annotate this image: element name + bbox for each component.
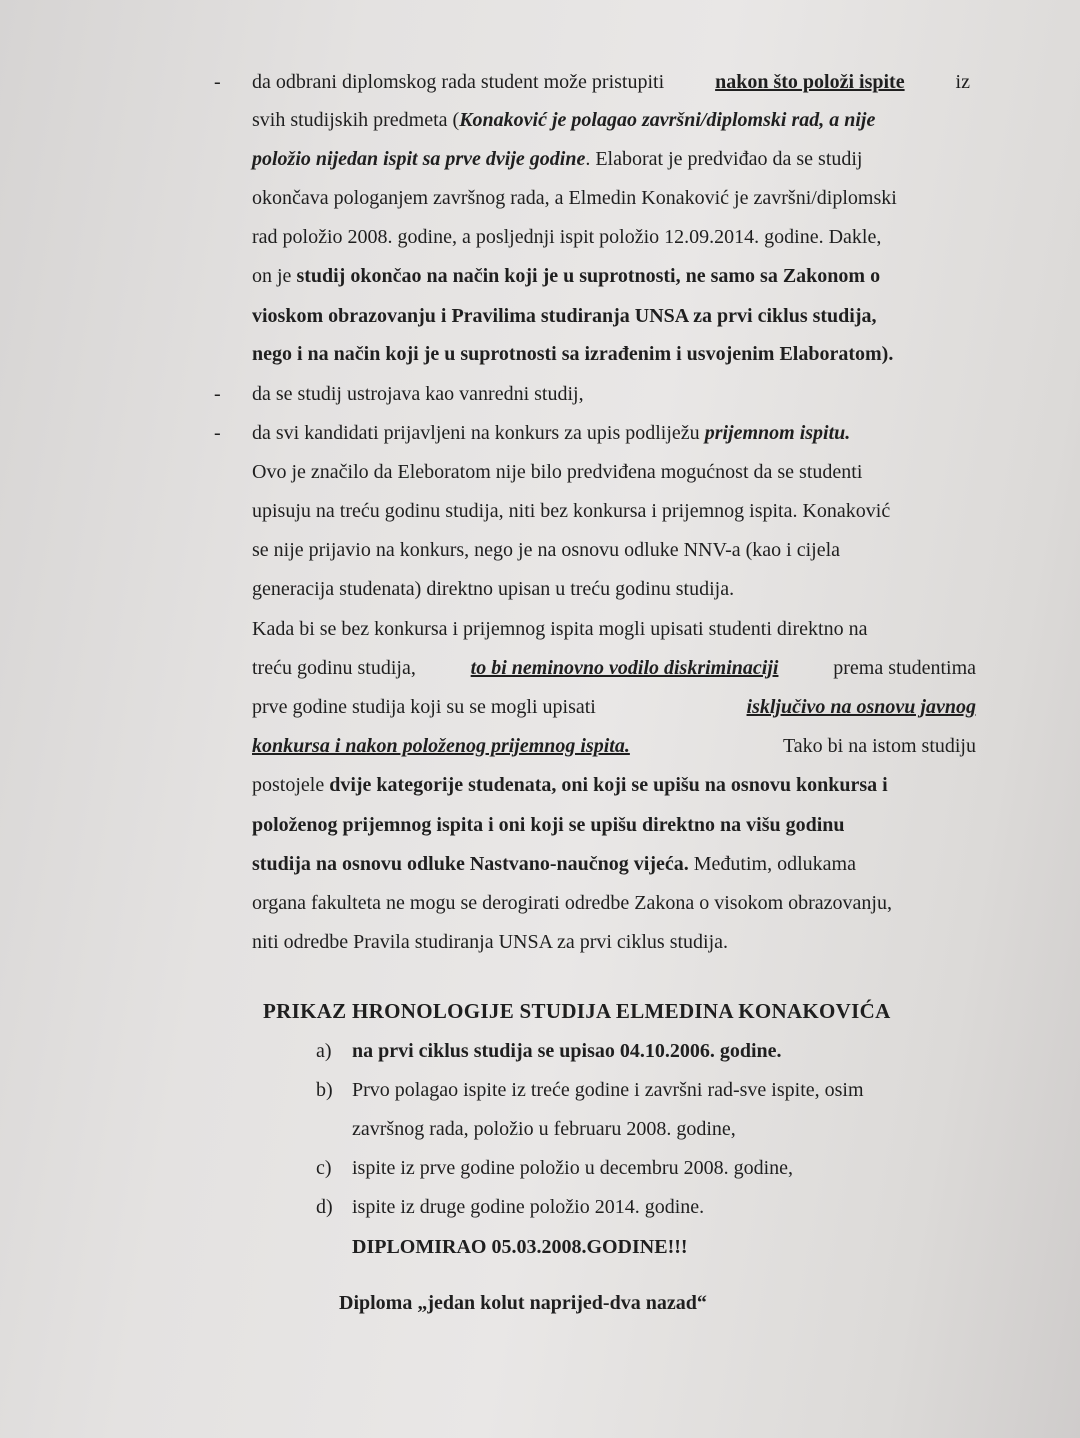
graduation-statement: DIPLOMIRAO 05.03.2008.GODINE!!! <box>352 1236 688 1258</box>
text-line: svih studijskih predmeta (Konaković je polagao završni/diplomski rad, a nije <box>252 109 876 131</box>
text-line: vioskom obrazovanju i Pravilima studiranja UNSA za prvi ciklus studija, <box>252 305 877 327</box>
text-line: položenog prijemnog ispita i oni koji se upišu direktno na višu godinu <box>252 814 845 836</box>
text-line: treću godinu studija, to bi neminovno vodilo diskriminaciji prema studentima <box>252 657 976 679</box>
text-line: da svi kandidati prijavljeni na konkurs za upis podliježu prijemnom ispitu. <box>252 422 851 444</box>
section-title: PRIKAZ HRONOLOGIJE STUDIJA ELMEDINA KONAKOVIĆA <box>263 999 891 1023</box>
list-item: ispite iz druge godine položio 2014. godine. <box>352 1196 705 1218</box>
list-marker: d) <box>316 1196 333 1218</box>
text-line: studija na osnovu odluke Nastvano-naučnog vijeća. Međutim, odlukama <box>252 853 856 875</box>
list-item: na prvi ciklus studija se upisao 04.10.2006. godine. <box>352 1040 782 1062</box>
text-line: organa fakulteta ne mogu se derogirati odredbe Zakona o visokom obrazovanju, <box>252 892 892 914</box>
text-line: okončava pologanjem završnog rada, a Elmedin Konaković je završni/diplomski <box>252 187 897 209</box>
text-line: niti odredbe Pravila studiranja UNSA za prvi ciklus studija. <box>252 931 729 953</box>
closing-caption: Diploma „jedan kolut naprijed-dva nazad“ <box>339 1292 707 1314</box>
text-line: se nije prijavio na konkurs, nego je na osnovu odluke NNV-a (kao i cijela <box>252 539 841 561</box>
list-item: ispite iz prve godine položio u decembru 2008. godine, <box>352 1157 794 1179</box>
text-line: upisuju na treću godinu studija, niti bez konkursa i prijemnog ispita. Konaković <box>252 500 891 522</box>
text-line: postojele dvije kategorije studenata, oni koji se upišu na osnovu konkursa i <box>252 774 888 796</box>
text-line: Ovo je značilo da Eleboratom nije bilo predviđena mogućnost da se studenti <box>252 461 863 483</box>
list-marker: a) <box>316 1040 332 1062</box>
text-line: rad položio 2008. godine, a posljednji ispit položio 12.09.2014. godine. Dakle, <box>252 226 882 248</box>
list-marker: c) <box>316 1157 332 1179</box>
text-line: on je studij okončao na način koji je u suprotnosti, ne samo sa Zakonom o <box>252 265 881 287</box>
text-line: nego i na način koji je u suprotnosti sa izrađenim i usvojenim Elaboratom). <box>252 343 894 365</box>
text-line: prve godine studija koji su se mogli upisati isključivo na osnovu javnog <box>252 696 976 718</box>
list-item: Prvo polagao ispite iz treće godine i završni rad-sve ispite, osim <box>352 1079 864 1101</box>
text-line: položio nijedan ispit sa prve dvije godine. Elaborat je predviđao da se studij <box>252 148 863 170</box>
text-line: Kada bi se bez konkursa i prijemnog ispita mogli upisati studenti direktno na <box>252 618 868 640</box>
text-line: da se studij ustrojava kao vanredni studij, <box>252 383 584 405</box>
list-marker: b) <box>316 1079 333 1101</box>
text-line: generacija studenata) direktno upisan u treću godinu studija. <box>252 578 735 600</box>
list-item-continuation: završnog rada, položio u februaru 2008. godine, <box>352 1118 736 1140</box>
bullet-dash: - <box>214 422 221 444</box>
bullet-dash: - <box>214 71 221 93</box>
text-line: da odbrani diplomskog rada student može pristupiti nakon što položi ispite iz <box>252 71 970 93</box>
bullet-dash: - <box>214 383 221 405</box>
text-line: konkursa i nakon položenog prijemnog ispita. Tako bi na istom studiju <box>252 735 976 757</box>
